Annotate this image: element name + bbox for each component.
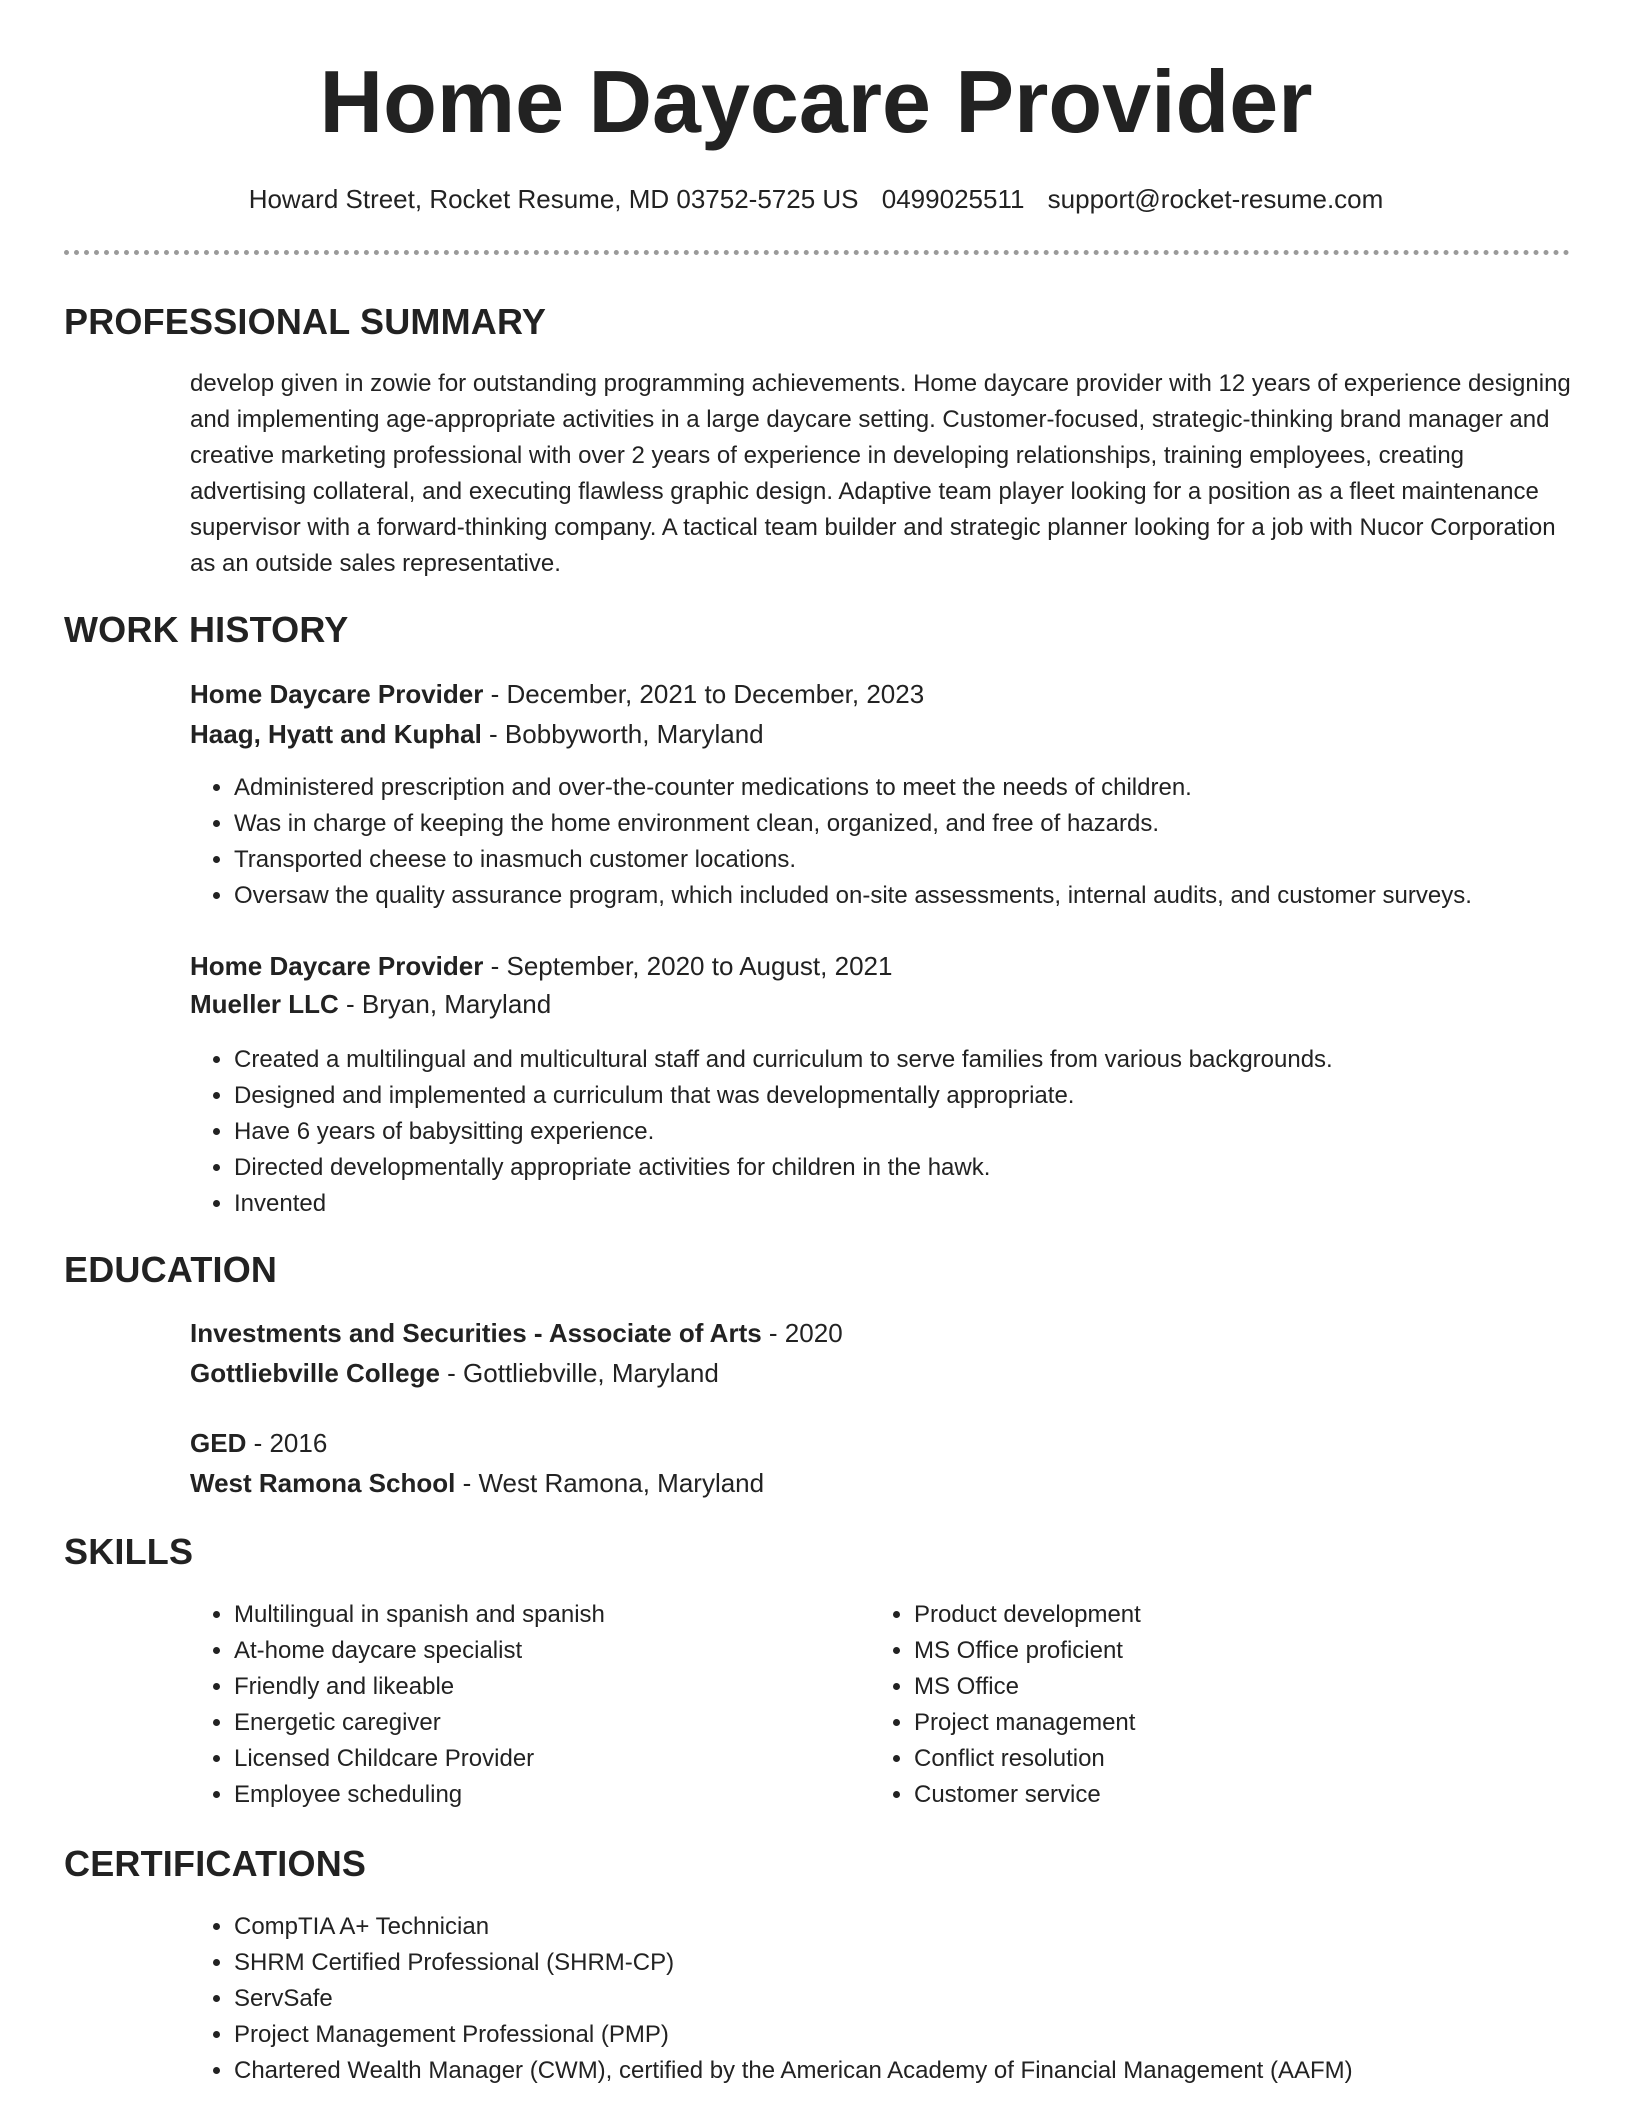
education-1-year: - 2020 xyxy=(761,1318,843,1348)
job-2-company: Mueller LLC xyxy=(190,989,339,1019)
education-1-location: - Gottliebville, Maryland xyxy=(439,1358,719,1388)
work-history-heading: WORK HISTORY xyxy=(64,609,349,650)
header-divider xyxy=(64,250,1570,255)
list-item: • Multilingual in spanish and spanish xyxy=(234,1597,605,1633)
summary-heading: PROFESSIONAL SUMMARY xyxy=(64,301,547,342)
list-item: • Project management xyxy=(914,1705,1141,1741)
job-2-title-line xyxy=(190,949,892,983)
list-item: • Product development xyxy=(914,1597,1141,1633)
education-2-school-line xyxy=(190,1466,764,1500)
job-1-location: - Bobbyworth, Maryland xyxy=(481,719,764,749)
skills-list-right xyxy=(870,1597,1141,1813)
resume-name: Home Daycare Provider xyxy=(319,52,1313,151)
list-item: • MS Office xyxy=(914,1669,1141,1705)
list-item: • Chartered Wealth Manager (CWM), certified by the American Academy of Financial Management (AAFM) xyxy=(234,2053,1353,2089)
list-item: • ServSafe xyxy=(234,1981,1353,2017)
job-1-company: Haag, Hyatt and Kuphal xyxy=(190,719,482,749)
skills-list-left xyxy=(190,1597,605,1813)
list-item: • MS Office proficient xyxy=(914,1633,1141,1669)
job-1-dates: - December, 2021 to December, 2023 xyxy=(483,679,925,709)
contact-email: support@rocket-resume.com xyxy=(1047,184,1384,214)
certifications-list xyxy=(190,1909,1353,2089)
contact-address: Howard Street, Rocket Resume, MD 03752-5725 US xyxy=(248,184,859,214)
education-2-degree-line xyxy=(190,1426,327,1460)
list-item: • Energetic caregiver xyxy=(234,1705,605,1741)
contact-phone: 0499025511 xyxy=(881,184,1025,214)
education-2-school: West Ramona School xyxy=(190,1468,456,1498)
list-item: • Have 6 years of babysitting experience. xyxy=(234,1114,1333,1150)
list-item: • Invented xyxy=(234,1186,1333,1222)
job-1-position: Home Daycare Provider xyxy=(190,679,484,709)
list-item: • Directed developmentally appropriate activities for children in the hawk. xyxy=(234,1150,1333,1186)
list-item: • At-home daycare specialist xyxy=(234,1633,605,1669)
skills-heading: SKILLS xyxy=(64,1531,194,1572)
education-1-degree: Investments and Securities - Associate of Arts xyxy=(190,1318,762,1348)
education-2-degree: GED xyxy=(190,1428,247,1458)
list-item: • Licensed Childcare Provider xyxy=(234,1741,605,1777)
education-heading: EDUCATION xyxy=(64,1249,278,1290)
education-1-school-line xyxy=(190,1356,719,1390)
job-2-position: Home Daycare Provider xyxy=(190,951,484,981)
list-item: • Project Management Professional (PMP) xyxy=(234,2017,1353,2053)
education-2-year: - 2016 xyxy=(246,1428,328,1458)
list-item: • Designed and implemented a curriculum that was developmentally appropriate. xyxy=(234,1078,1333,1114)
job-2-bullets xyxy=(190,1042,1333,1222)
list-item: • Created a multilingual and multicultural staff and curriculum to serve families from various backgrounds. xyxy=(234,1042,1333,1078)
list-item: • Employee scheduling xyxy=(234,1777,605,1813)
job-1-company-line xyxy=(190,717,764,751)
list-item: • Transported cheese to inasmuch customer locations. xyxy=(234,842,1472,878)
summary-text: develop given in zowie for outstanding programming achievements. Home daycare provider with 12 years of experience designing and implementing age-appropriate activities in a large daycare setting. Customer-focused, strategic-thinking brand manager and creative marketing professional with over 2 years of experience in developing relationships, training employees, creating advertising collateral, and executing flawless graphic design. Adaptive team player looking for a position as a fleet maintenance supervisor with a forward-thinking company. A tactical team builder and strategic planner looking for a job with Nucor Corporation as an outside sales representative. xyxy=(190,370,1571,577)
contact-info xyxy=(0,182,1632,216)
job-2-dates: - September, 2020 to August, 2021 xyxy=(483,951,893,981)
list-item: • Administered prescription and over-the-counter medications to meet the needs of children. xyxy=(234,770,1472,806)
job-2-location: - Bryan, Maryland xyxy=(338,989,552,1019)
education-1-degree-line xyxy=(190,1316,843,1350)
job-1-title-line xyxy=(190,677,924,711)
list-item: • CompTIA A+ Technician xyxy=(234,1909,1353,1945)
job-1-bullets xyxy=(190,770,1472,914)
list-item: • SHRM Certified Professional (SHRM-CP) xyxy=(234,1945,1353,1981)
list-item: • Was in charge of keeping the home environment clean, organized, and free of hazards. xyxy=(234,806,1472,842)
list-item: • Oversaw the quality assurance program, which included on-site assessments, internal audits, and customer surveys. xyxy=(234,878,1472,914)
education-1-school: Gottliebville College xyxy=(190,1358,440,1388)
job-2-company-line xyxy=(190,987,551,1021)
list-item: • Customer service xyxy=(914,1777,1141,1813)
certifications-heading: CERTIFICATIONS xyxy=(64,1843,367,1884)
list-item: • Friendly and likeable xyxy=(234,1669,605,1705)
list-item: • Conflict resolution xyxy=(914,1741,1141,1777)
education-2-location: - West Ramona, Maryland xyxy=(455,1468,765,1498)
